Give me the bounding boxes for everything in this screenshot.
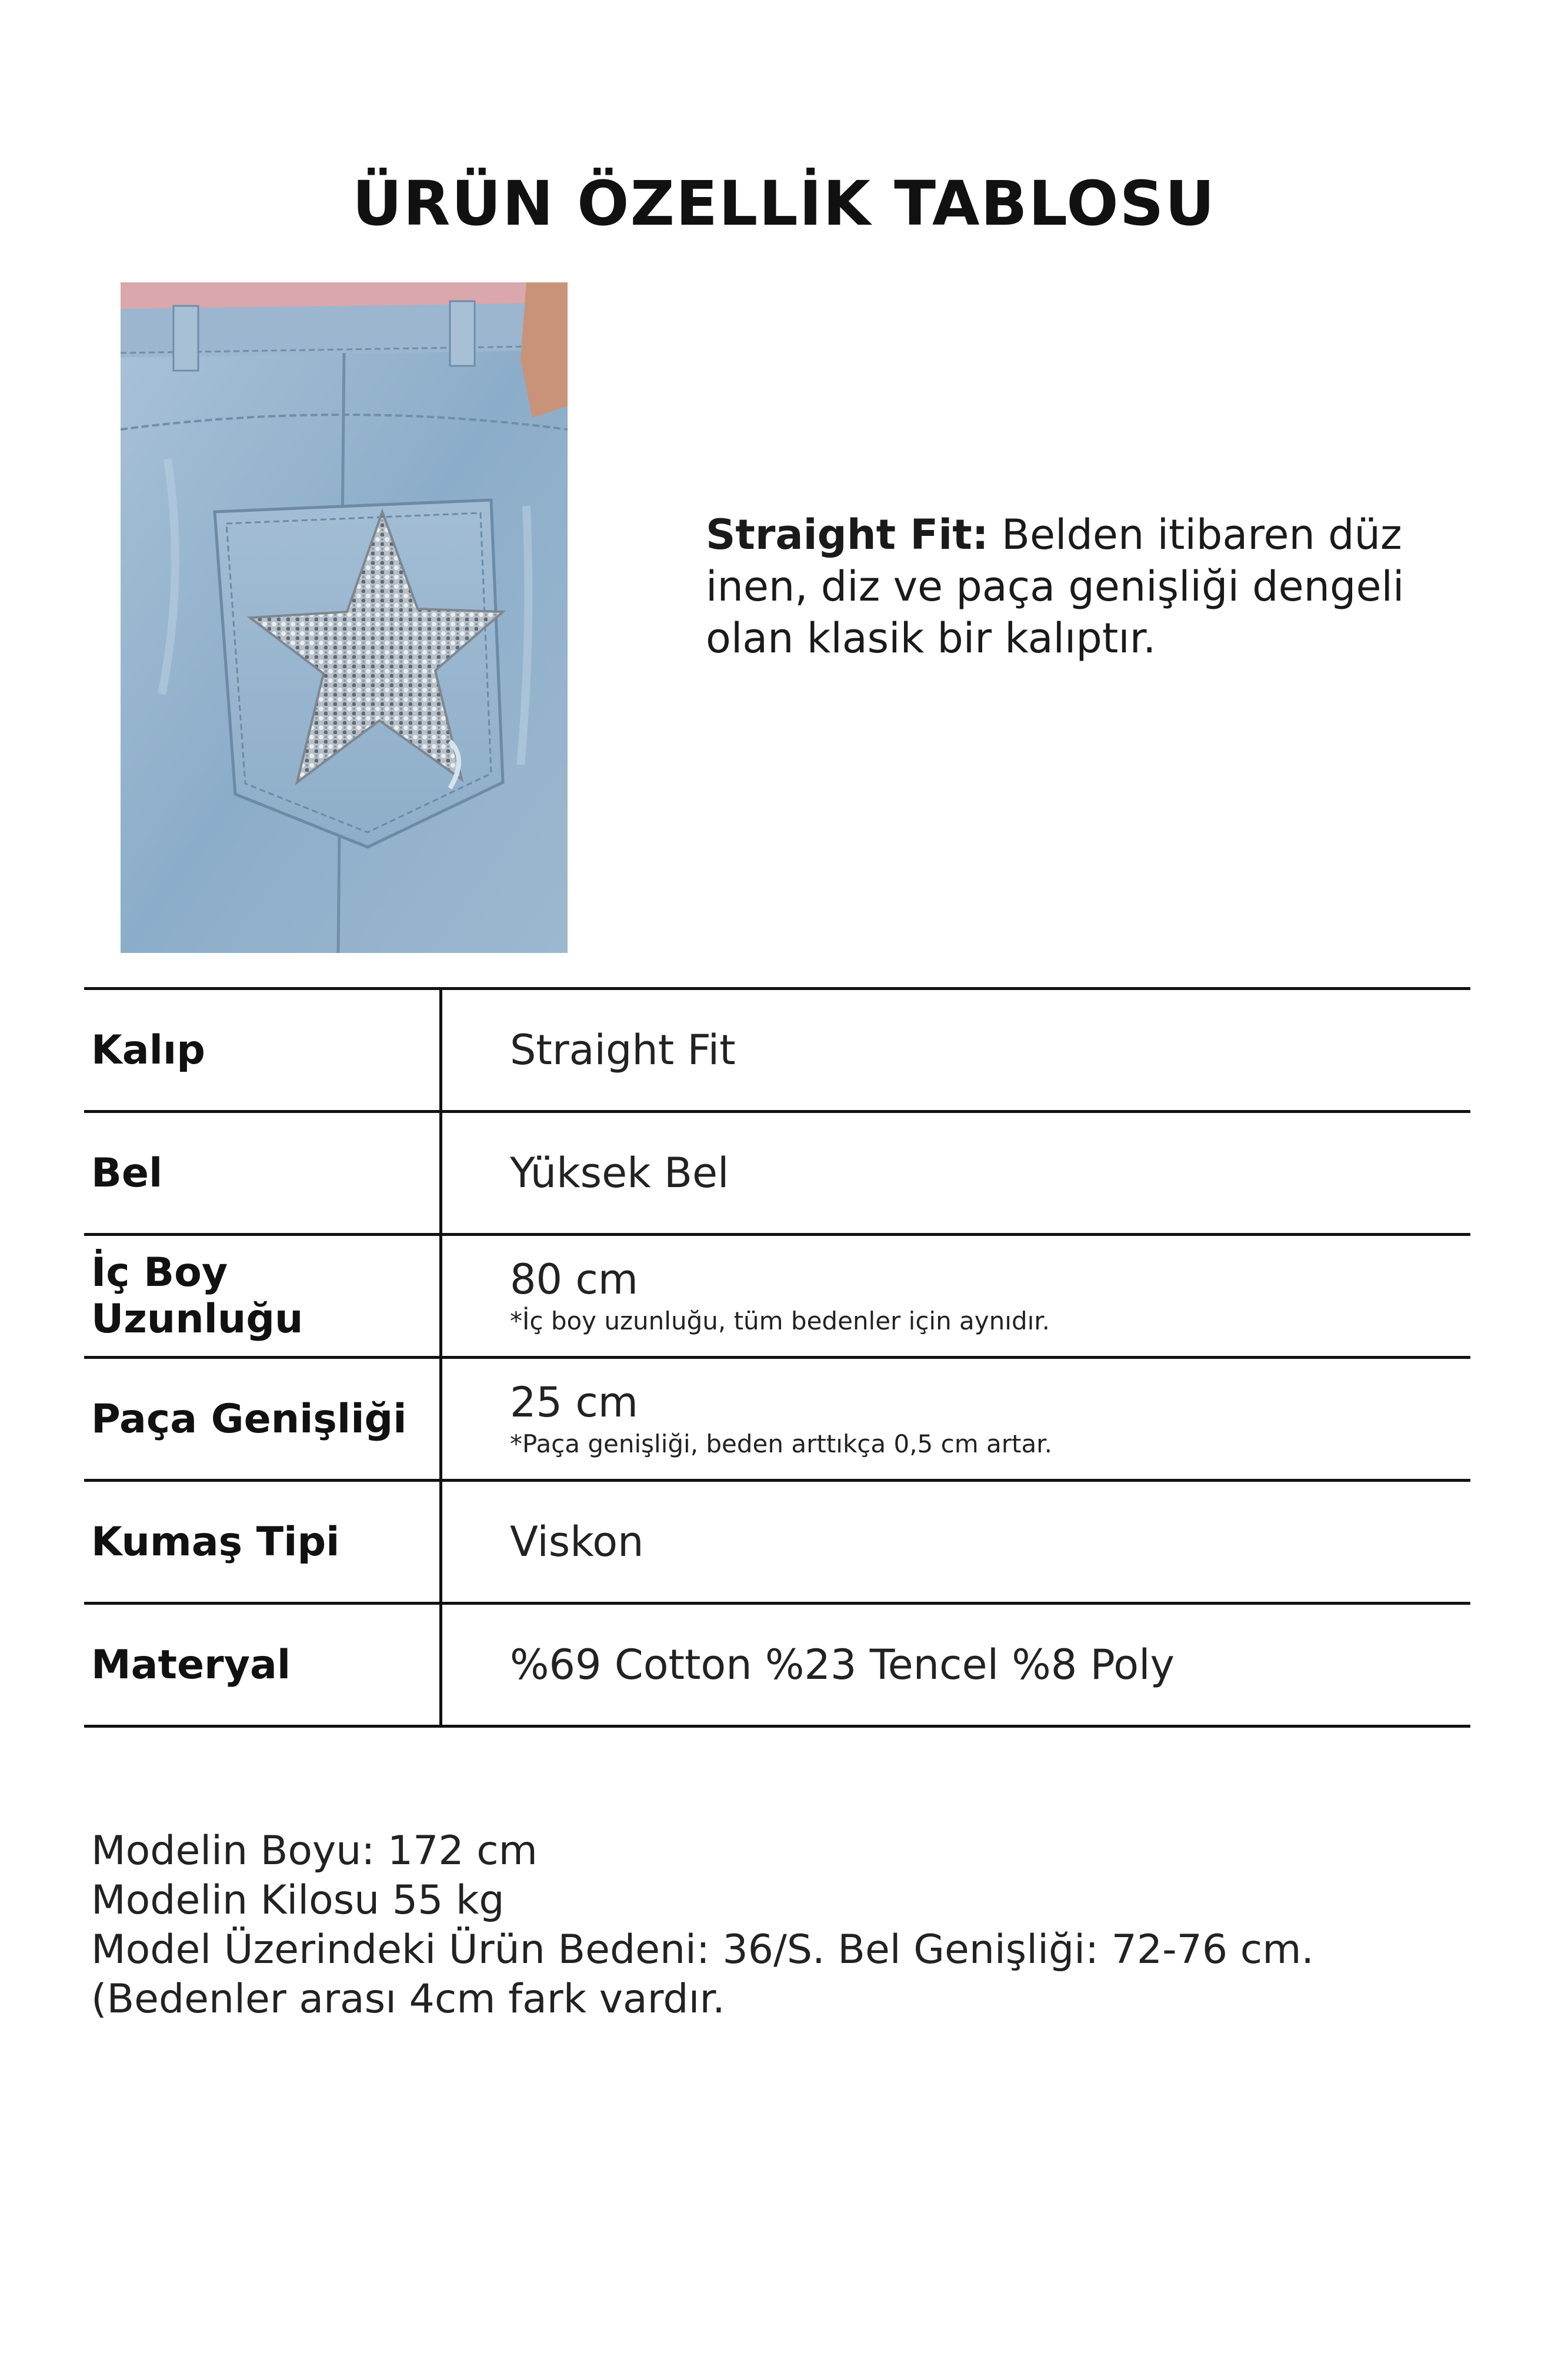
spec-value-main: 25 cm	[510, 1378, 638, 1427]
spec-key: Bel	[84, 1112, 441, 1235]
spec-value-main: Yüksek Bel	[510, 1149, 729, 1197]
spec-table	[84, 987, 1470, 1728]
spec-key: Materyal	[84, 1604, 441, 1727]
model-weight: Modelin Kilosu 55 kg	[91, 1877, 505, 1924]
table-row	[84, 989, 1470, 1112]
page-title: ÜRÜN ÖZELLİK TABLOSU	[352, 168, 1216, 239]
table-row	[84, 1358, 1470, 1481]
spec-note: *Paça genişliği, beden arttıkça 0,5 cm artar.	[510, 1429, 1052, 1458]
spec-key: İç Boy Uzunluğu	[84, 1235, 441, 1358]
spec-key: Kalıp	[84, 989, 441, 1112]
model-size: Model Üzerindeki Ürün Bedeni: 36/S. Bel Genişliği: 72-76 cm. (Bedenler arası 4cm fark vardır.	[91, 1927, 1315, 2022]
spec-value	[441, 1235, 1471, 1358]
product-photo	[121, 282, 568, 953]
model-info	[91, 1827, 1491, 2024]
spec-value-main: Viskon	[510, 1518, 644, 1566]
spec-value	[441, 989, 1471, 1112]
spec-value-main: %69 Cotton %23 Tencel %8 Poly	[510, 1641, 1175, 1689]
spec-value-main: Straight Fit	[510, 1026, 736, 1074]
spec-value-main: 80 cm	[510, 1255, 638, 1304]
table-row	[84, 1112, 1470, 1235]
fit-description	[706, 509, 1488, 664]
spec-value	[441, 1604, 1471, 1727]
spec-note: *İç boy uzunluğu, tüm bedenler için aynıdır.	[510, 1307, 1050, 1335]
table-row	[84, 1235, 1470, 1358]
spec-value	[441, 1481, 1471, 1604]
model-height: Modelin Boyu: 172 cm	[91, 1828, 538, 1874]
fit-description-text: Belden itibaren düz inen, diz ve paça genişliği dengeli olan klasik bir kalıptır.	[706, 511, 1404, 662]
spec-key: Kumaş Tipi	[84, 1481, 441, 1604]
table-row	[84, 1604, 1470, 1727]
fit-description-label: Straight Fit:	[706, 511, 989, 559]
spec-value	[441, 1112, 1471, 1235]
table-row	[84, 1481, 1470, 1604]
spec-key: Paça Genişliği	[84, 1358, 441, 1481]
spec-value	[441, 1358, 1471, 1481]
